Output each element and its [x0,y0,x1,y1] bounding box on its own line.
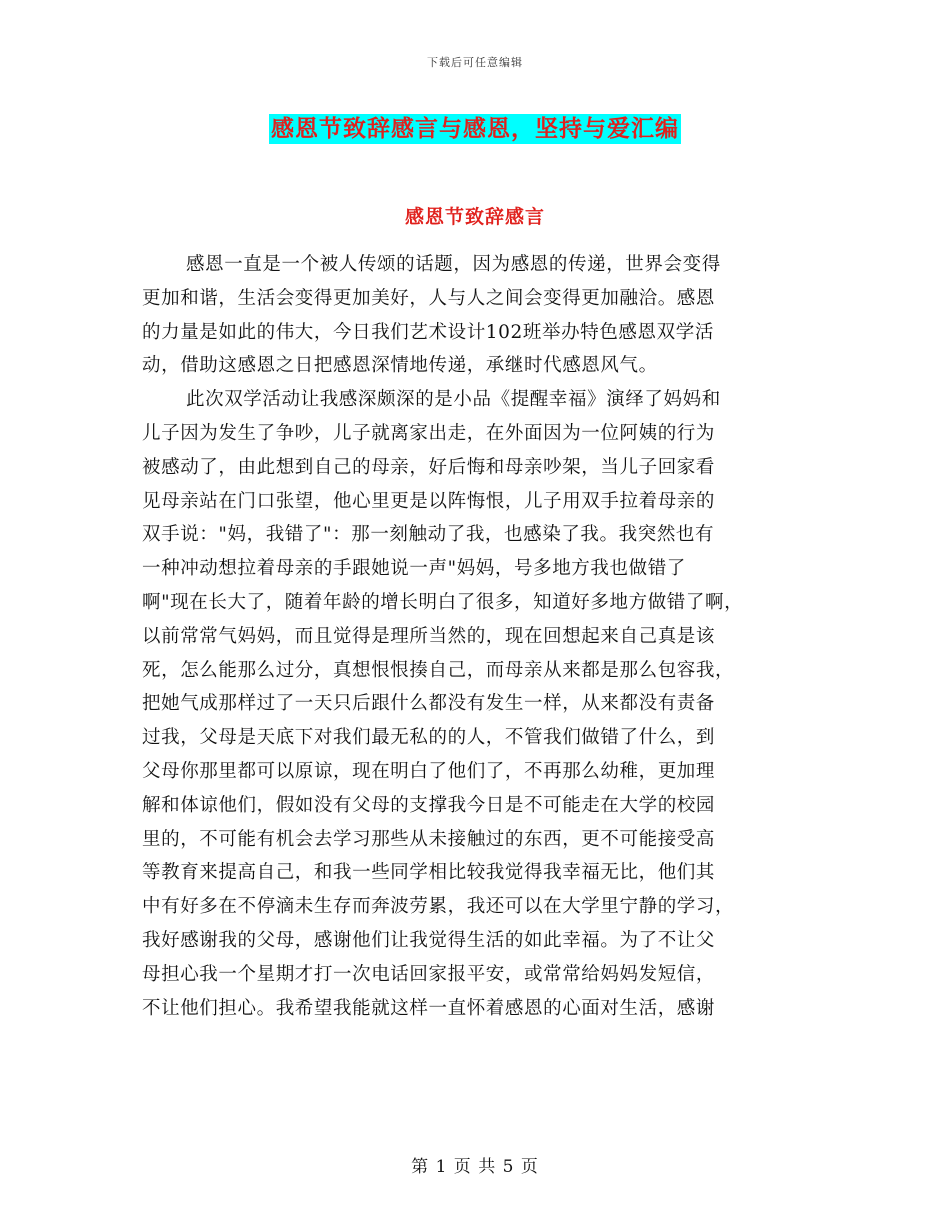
paragraph-line: 过我，父母是天底下对我们最无私的的人，不管我们做错了什么，到 [142,727,716,749]
paragraph-line: 母担心我一个星期才打一次电话回家报平安，或常常给妈妈发短信， [142,963,716,985]
paragraph-line: 等教育来提高自己，和我一些同学相比较我觉得我幸福无比，他们其 [142,862,716,884]
paragraph-line: 死，怎么能那么过分，真想恨恨揍自己，而母亲从来都是那么包容我， [142,659,735,681]
paragraph-line: 的力量是如此的伟大，今日我们艺术设计102班举办特色感恩双学活 [142,321,714,343]
page-number-footer: 第 1 页 共 5 页 [411,1157,539,1177]
paragraph-line: 动，借助这感恩之日把感恩深情地传递，承继时代感恩风气。 [142,355,658,377]
body-text [142,248,792,1025]
paragraph-line: 感恩一直是一个被人传颂的话题，因为感恩的传递，世界会变得 [186,254,721,275]
paragraph-line: 双手说："妈，我错了"：那一刻触动了我，也感染了我。我突然也有 [142,524,715,546]
paragraph-line: 见母亲站在门口张望，他心里更是以阵悔恨，儿子用双手拉着母亲的 [142,490,716,512]
paragraph-line: 更加和谐，生活会变得更加美好，人与人之间会变得更加融洽。感恩 [142,287,716,309]
paragraph-line: 一种冲动想拉着母亲的手跟她说一声"妈妈，号多地方我也做错了 [142,558,686,580]
paragraph-line: 中有好多在不停滴未生存而奔波劳累，我还可以在大学里宁静的学习， [142,896,735,918]
paragraph-line: 以前常常气妈妈，而且觉得是理所当然的，现在回想起来自己真是该 [142,625,716,647]
paragraph-line: 啊"现在长大了，随着年龄的增长明白了很多，知道好多地方做错了啊， [142,591,744,613]
paragraph-line: 此次双学活动让我感深颇深的是小品《提醒幸福》演绎了妈妈和 [186,389,721,411]
header-note: 下载后可任意编辑 [427,56,523,69]
document-title: 感恩节致辞感言与感恩，坚持与爱汇编 [271,115,679,142]
paragraph-line: 被感动了，由此想到自己的母亲，好后悔和母亲吵架，当儿子回家看 [142,456,716,478]
paragraph-line: 把她气成那样过了一天只后跟什么都没有发生一样，从来都没有责备 [142,693,716,715]
paragraph-line: 解和体谅他们，假如没有父母的支撑我今日是不可能走在大学的校园 [142,794,716,816]
paragraph-line: 不让他们担心。我希望我能就这样一直怀着感恩的心面对生活，感谢 [142,997,716,1019]
paragraph-line: 儿子因为发生了争吵，儿子就离家出走，在外面因为一位阿姨的行为 [142,422,716,444]
paragraph-line: 父母你那里都可以原谅，现在明白了他们了，不再那么幼稚，更加理 [142,760,716,782]
title-wrap [0,114,950,144]
paragraph-line: 我好感谢我的父母，感谢他们让我觉得生活的如此幸福。为了不让父 [142,929,716,951]
paragraph-line: 里的，不可能有机会去学习那些从未接触过的东西，更不可能接受高 [142,828,716,850]
section-title: 感恩节致辞感言 [404,206,545,228]
